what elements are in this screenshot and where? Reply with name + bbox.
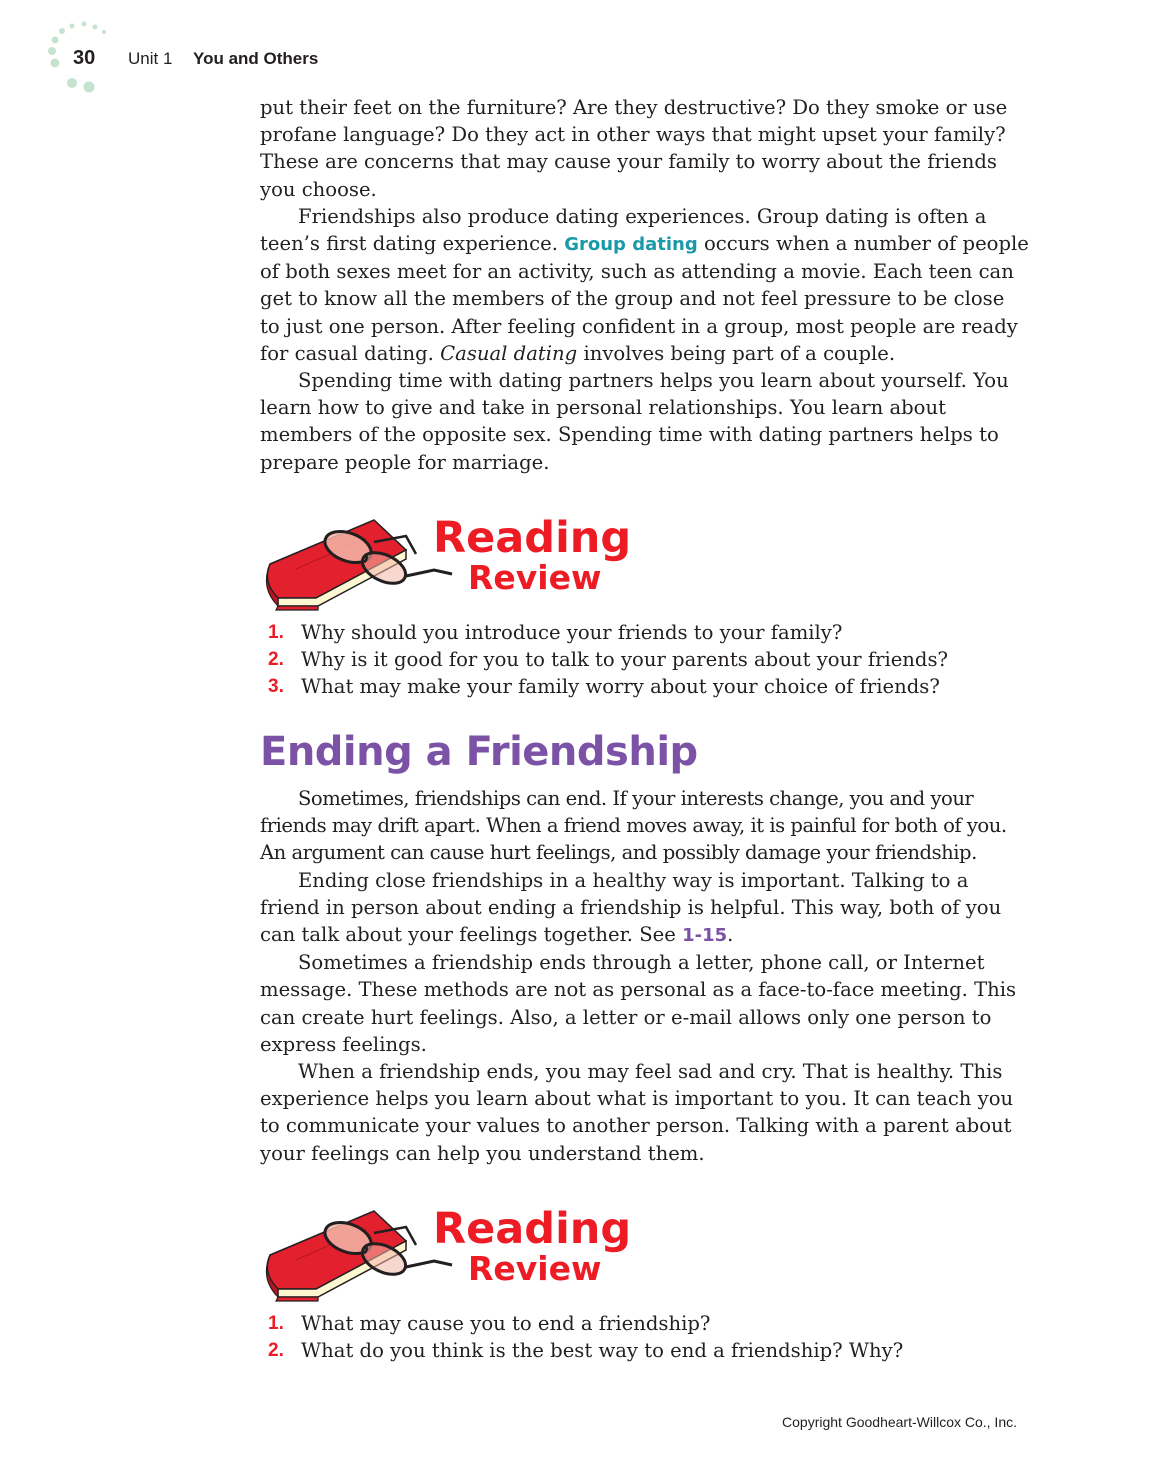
- page-header: [0, 0, 400, 100]
- question-number: 1.: [268, 622, 284, 643]
- text-span: involves being part of a couple.: [583, 341, 896, 365]
- review-question: [268, 673, 1068, 700]
- paragraph: Sometimes, friendships can end. If your interests change, you and your friends may drift apart. When a friend moves away, it is painful for both of you. An argument can cause hurt feelings, and possibly damage your friendship.: [260, 787, 1007, 865]
- reading-review-title: Reading: [433, 513, 632, 563]
- review-question: [268, 1337, 1068, 1364]
- reading-review-banner: [256, 514, 636, 614]
- question-text: Why should you introduce your friends to your family?: [301, 621, 843, 644]
- page-number: 30: [73, 47, 96, 69]
- reading-review-title: Reading: [433, 1204, 632, 1254]
- book-glasses-icon: [256, 1205, 456, 1305]
- reading-review-subtitle: Review: [468, 558, 602, 597]
- reading-review-banner: [256, 1205, 636, 1305]
- book-glasses-icon: [256, 514, 456, 614]
- text-span: Friendships also produce dating experiences. Group dating is often a teen’s first dating experience.: [260, 204, 987, 256]
- section-heading: Ending a Friendship: [260, 729, 698, 775]
- dots-ornament-icon: [0, 0, 120, 100]
- top-text-block: [260, 94, 1030, 476]
- review-questions: [268, 1310, 1068, 1364]
- question-text: What may cause you to end a friendship?: [301, 1312, 711, 1335]
- paragraph: Sometimes a friendship ends through a letter, phone call, or Internet message. These methods are not as personal as a face-to-face meeting. This can create hurt feelings. Also, a letter or e-mail allows only one person to express feelings.: [260, 951, 1017, 1056]
- key-term: Group dating: [564, 234, 698, 256]
- text-span: occurs when a number of people of both sexes meet for an activity, such as attending a movie. Each teen can get to know all the members of the group and not feel pressure to be close to just one person. After feeling confident in a group, most people are ready for casual dating.: [260, 232, 1029, 365]
- question-number: 2.: [268, 649, 284, 671]
- unit-label: Unit 1: [128, 49, 173, 68]
- question-number: 1.: [268, 1313, 284, 1334]
- paragraph: When a friendship ends, you may feel sad and cry. That is healthy. This experience helps you learn about what is important to you. It can teach you to communicate your values to another person. Talking with a parent about your feelings can help you understand them.: [260, 1060, 1014, 1165]
- text-span: Ending close friendships in a healthy way is important. Talking to a friend in person about ending a friendship is helpful. This way, both of you can talk about your feelings together. See: [260, 868, 1002, 947]
- question-text: What do you think is the best way to end a friendship? Why?: [301, 1339, 904, 1363]
- question-number: 2.: [268, 1340, 284, 1362]
- text-span: .: [727, 923, 734, 947]
- review-question: [268, 619, 1068, 646]
- review-question: [268, 1310, 1068, 1337]
- question-text: Why is it good for you to talk to your parents about your friends?: [301, 648, 949, 672]
- section-text-block: [260, 785, 1030, 1167]
- paragraph: Spending time with dating partners helps you learn about yourself. You learn how to give and take in personal relationships. You learn about members of the opposite sex. Spending time with dating partners helps to prepare people for marriage.: [260, 369, 1009, 474]
- figure-reference: 1-15: [682, 925, 728, 947]
- italic-term: Casual dating: [440, 341, 578, 365]
- unit-title: You and Others: [193, 49, 319, 68]
- paragraph: put their feet on the furniture? Are they destructive? Do they smoke or use profane language? Do they act in other ways that might upset your family? These are concerns that may cause your family to worry about the friends you choose.: [260, 96, 1008, 201]
- paragraph: [260, 203, 1030, 367]
- copyright-notice: Copyright Goodheart-Willcox Co., Inc.: [782, 1414, 1017, 1430]
- paragraph: [260, 867, 1030, 950]
- review-question: [268, 646, 1068, 673]
- question-text: What may make your family worry about your choice of friends?: [301, 675, 940, 699]
- review-questions: [268, 619, 1068, 701]
- reading-review-subtitle: Review: [468, 1249, 602, 1288]
- question-number: 3.: [268, 676, 284, 698]
